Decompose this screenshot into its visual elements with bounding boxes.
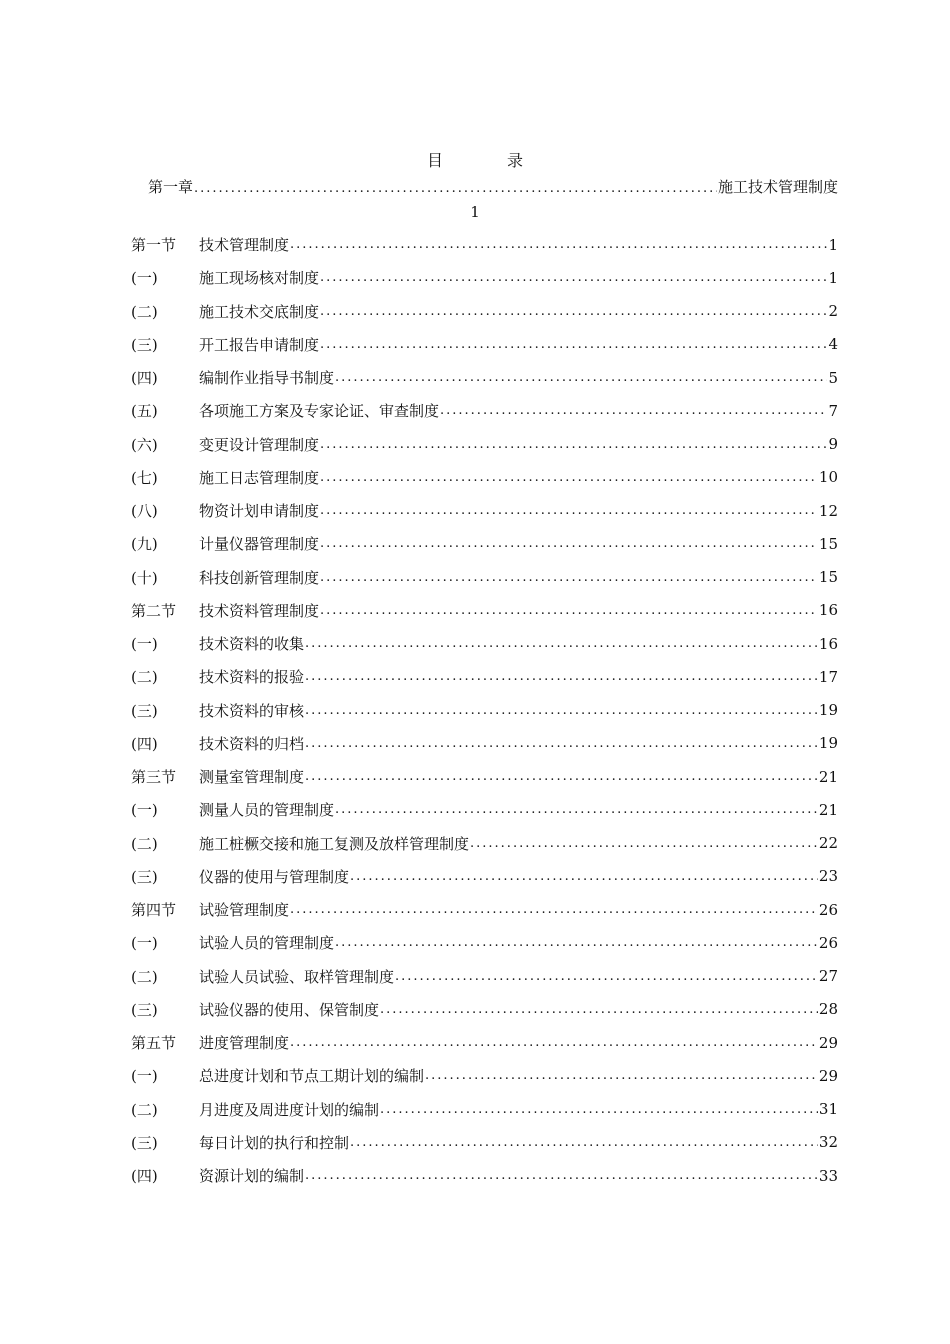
entry-title: 技术资料的报验 (199, 668, 305, 687)
entry-number: (三) (131, 1133, 158, 1152)
toc-title: 目 录 (426, 151, 547, 170)
dot-leader (380, 1002, 818, 1017)
entry-number: (八) (131, 502, 158, 521)
chapter-title: 施工技术管理制度 (717, 178, 838, 196)
entry-page-number: 27 (818, 967, 838, 986)
toc-entry[interactable] (131, 428, 838, 461)
entry-number: (二) (131, 834, 158, 853)
entry-number: (二) (131, 967, 158, 986)
toc-entry[interactable] (131, 328, 838, 361)
entry-number: (三) (131, 867, 158, 886)
toc-entry[interactable] (131, 660, 838, 693)
entry-page-number: 9 (828, 435, 838, 454)
entry-number: (六) (131, 435, 158, 454)
entry-number: (三) (131, 1000, 158, 1019)
entry-number: (三) (131, 335, 158, 354)
entry-number: 第一节 (131, 236, 177, 255)
toc-entry[interactable] (131, 926, 838, 959)
entry-page-number: 19 (818, 701, 838, 720)
entry-title: 计量仪器管理制度 (199, 535, 320, 554)
toc-entry[interactable] (131, 793, 838, 826)
toc-entry[interactable] (131, 461, 838, 494)
chapter-page-number: 1 (470, 203, 480, 221)
dot-leader (305, 736, 818, 751)
entry-number: (五) (131, 402, 158, 421)
entry-title: 每日计划的执行和控制 (199, 1133, 350, 1152)
entry-number: 第五节 (131, 1034, 177, 1053)
dot-leader (335, 802, 818, 817)
entry-title: 科技创新管理制度 (199, 568, 320, 587)
entry-page-number: 12 (818, 501, 838, 520)
dot-leader (440, 403, 827, 418)
entry-page-number: 17 (818, 667, 838, 686)
entry-number: (二) (131, 302, 158, 321)
entry-title: 月进度及周进度计划的编制 (199, 1100, 380, 1119)
dot-leader (425, 1068, 818, 1083)
toc-entry[interactable] (131, 627, 838, 660)
entry-number: (二) (131, 668, 158, 687)
entry-page-number: 26 (818, 933, 838, 952)
entry-page-number: 21 (818, 767, 838, 786)
entry-title: 变更设计管理制度 (199, 435, 320, 454)
toc-entry[interactable] (131, 960, 838, 993)
entry-title: 技术资料的收集 (199, 635, 305, 654)
entry-number: (四) (131, 734, 158, 753)
toc-entry[interactable] (131, 827, 838, 860)
dot-leader (395, 969, 818, 984)
entry-title: 技术资料管理制度 (199, 601, 320, 620)
entry-number: (四) (131, 1167, 158, 1186)
entry-title: 资源计划的编制 (199, 1167, 305, 1186)
dot-leader (335, 370, 827, 385)
dot-leader (470, 836, 818, 851)
toc-entry[interactable] (131, 295, 838, 328)
entry-number: (一) (131, 635, 158, 654)
toc-entry[interactable] (131, 1126, 838, 1159)
dot-leader (320, 437, 827, 452)
entry-page-number: 4 (828, 335, 838, 354)
toc-entry[interactable] (131, 1093, 838, 1126)
entry-title: 测量人员的管理制度 (199, 801, 335, 820)
entry-title: 开工报告申请制度 (199, 335, 320, 354)
toc-entry[interactable] (131, 1026, 838, 1059)
entry-page-number: 16 (818, 601, 838, 620)
entry-title: 仪器的使用与管理制度 (199, 867, 350, 886)
entry-page-number: 22 (818, 834, 838, 853)
dot-leader (320, 304, 827, 319)
dot-leader (320, 603, 818, 618)
dot-leader (305, 703, 818, 718)
entry-page-number: 33 (818, 1166, 838, 1185)
entry-number: (十) (131, 568, 158, 587)
dot-leader (335, 935, 818, 950)
dot-leader (305, 769, 818, 784)
entry-number: (二) (131, 1100, 158, 1119)
toc-entry[interactable] (131, 261, 838, 294)
entry-page-number: 32 (818, 1133, 838, 1152)
entry-page-number: 23 (818, 867, 838, 886)
entry-number: 第四节 (131, 901, 177, 920)
toc-chapter-entry[interactable] (148, 176, 838, 198)
entry-page-number: 1 (828, 235, 838, 254)
dot-leader (320, 337, 827, 352)
entry-number: (一) (131, 1067, 158, 1086)
toc-entry[interactable] (131, 394, 838, 427)
chapter-label: 第一章 (148, 178, 194, 196)
toc-entry[interactable] (131, 1159, 838, 1192)
dot-leader (305, 636, 818, 651)
entry-title: 试验管理制度 (199, 901, 290, 920)
entry-title: 施工桩橛交接和施工复测及放样管理制度 (199, 834, 470, 853)
entry-title: 编制作业指导书制度 (199, 369, 335, 388)
toc-entry[interactable] (131, 860, 838, 893)
dot-leader (320, 536, 818, 551)
entry-number: (四) (131, 369, 158, 388)
toc-entry[interactable] (131, 561, 838, 594)
entry-number: (九) (131, 535, 158, 554)
dot-leader (350, 869, 818, 884)
dot-leader (350, 1135, 818, 1150)
entry-title: 试验人员试验、取样管理制度 (199, 967, 395, 986)
entry-page-number: 29 (818, 1033, 838, 1052)
entry-number: (一) (131, 801, 158, 820)
entry-title: 进度管理制度 (199, 1034, 290, 1053)
entry-title: 物资计划申请制度 (199, 502, 320, 521)
entry-page-number: 15 (818, 534, 838, 553)
entry-page-number: 5 (828, 368, 838, 387)
entry-title: 总进度计划和节点工期计划的编制 (199, 1067, 425, 1086)
entry-number: (七) (131, 468, 158, 487)
entry-page-number: 21 (818, 800, 838, 819)
entry-number: (三) (131, 701, 158, 720)
toc-entry[interactable] (131, 361, 838, 394)
entry-page-number: 15 (818, 568, 838, 587)
entry-page-number: 26 (818, 900, 838, 919)
toc-entry[interactable] (131, 760, 838, 793)
entry-title: 施工现场核对制度 (199, 269, 320, 288)
dot-leader (320, 503, 818, 518)
dot-leader (320, 570, 818, 585)
dot-leader (320, 470, 818, 485)
toc-entry[interactable] (131, 727, 838, 760)
entry-title: 施工日志管理制度 (199, 468, 320, 487)
entry-title: 测量室管理制度 (199, 768, 305, 787)
dot-leader (305, 669, 818, 684)
entry-page-number: 29 (818, 1066, 838, 1085)
toc-entry[interactable] (131, 594, 838, 627)
entry-title: 试验人员的管理制度 (199, 934, 335, 953)
toc-entry[interactable] (131, 228, 838, 261)
entry-title: 技术资料的归档 (199, 734, 305, 753)
toc-entry[interactable] (131, 893, 838, 926)
entry-title: 技术管理制度 (199, 236, 290, 255)
entry-number: (一) (131, 934, 158, 953)
toc-entry-list (131, 228, 838, 1192)
toc-entry[interactable] (131, 494, 838, 527)
dot-leader (380, 1102, 818, 1117)
dot-leader (290, 237, 827, 252)
entry-page-number: 2 (828, 302, 838, 321)
entry-number: 第二节 (131, 601, 177, 620)
entry-number: 第三节 (131, 768, 177, 787)
entry-page-number: 7 (828, 401, 838, 420)
entry-title: 施工技术交底制度 (199, 302, 320, 321)
entry-number: (一) (131, 269, 158, 288)
dot-leader (320, 270, 827, 285)
dot-leader (290, 902, 818, 917)
entry-page-number: 1 (828, 268, 838, 287)
toc-entry[interactable] (131, 527, 838, 560)
toc-entry[interactable] (131, 694, 838, 727)
dot-leader (305, 1168, 818, 1183)
entry-page-number: 16 (818, 634, 838, 653)
entry-title: 各项施工方案及专家论证、审查制度 (199, 402, 440, 421)
entry-page-number: 28 (818, 1000, 838, 1019)
entry-title: 试验仪器的使用、保管制度 (199, 1000, 380, 1019)
entry-page-number: 31 (818, 1100, 838, 1119)
entry-title: 技术资料的审核 (199, 701, 305, 720)
entry-page-number: 19 (818, 734, 838, 753)
entry-page-number: 10 (818, 468, 838, 487)
dot-leader (194, 181, 717, 196)
toc-entry[interactable] (131, 1059, 838, 1092)
dot-leader (290, 1035, 818, 1050)
toc-entry[interactable] (131, 993, 838, 1026)
